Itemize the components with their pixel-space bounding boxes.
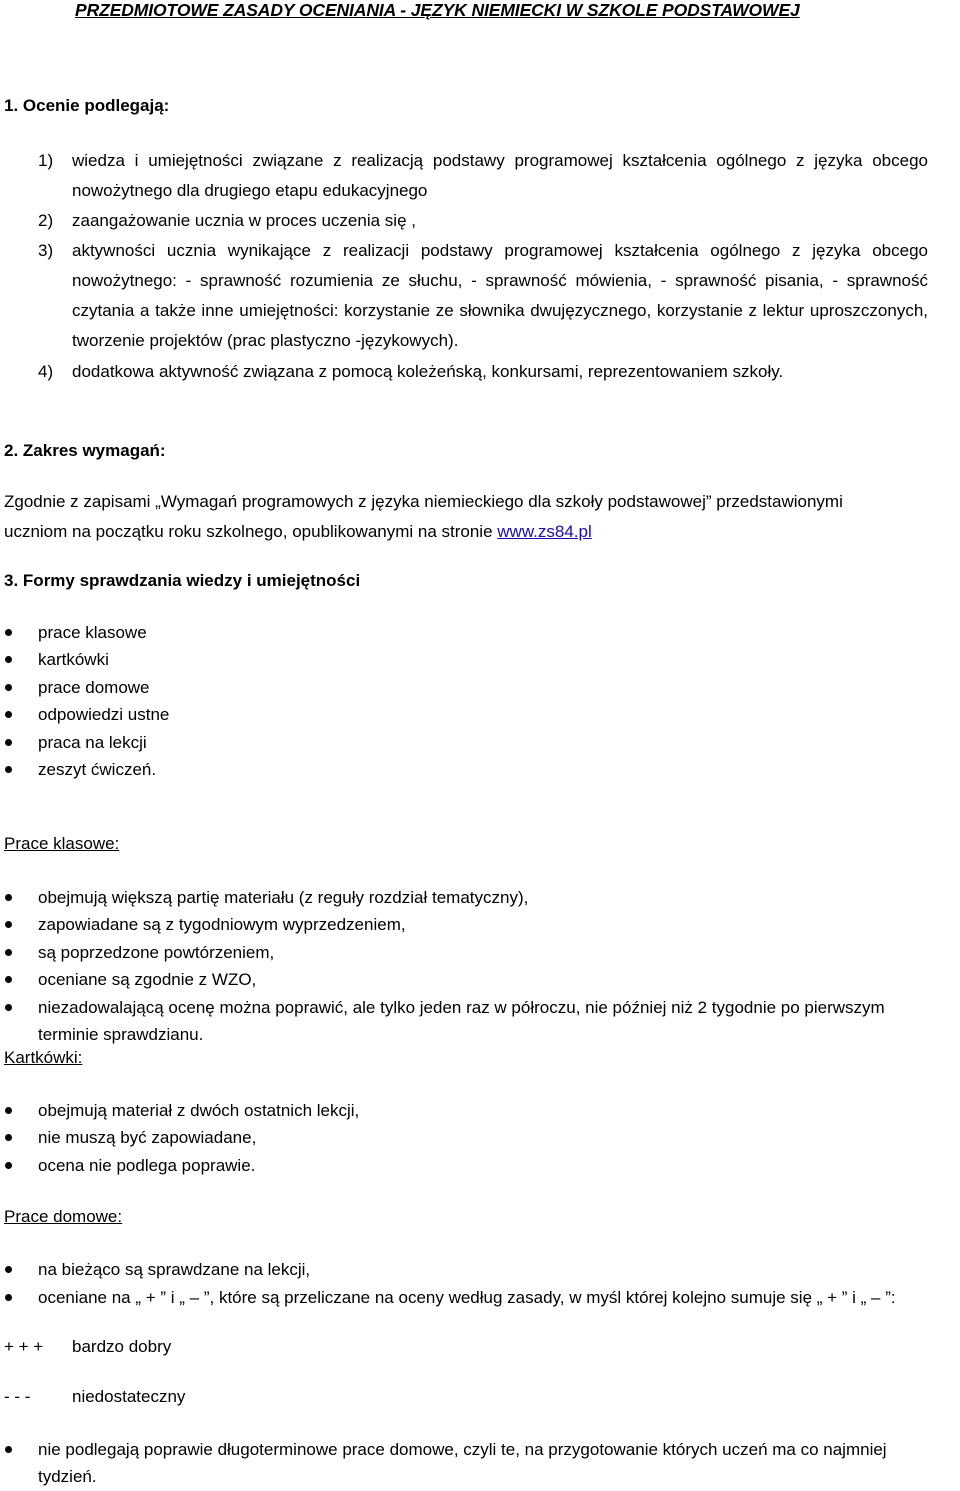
website-link[interactable]: www.zs84.pl [497, 522, 592, 541]
list-item: prace klasowe [38, 619, 147, 646]
document-title: PRZEDMIOTOWE ZASADY OCENIANIA - JĘZYK NIEMIECKI W SZKOLE PODSTAWOWEJ [75, 0, 800, 20]
section-label: Zakres wymagań: [22, 441, 166, 460]
prace-domowe-heading: Prace domowe: [4, 1207, 123, 1226]
list-item: zapowiadane są z tygodniowym wyprzedzeniem, [38, 911, 938, 938]
list-item [38, 206, 928, 236]
list-item: zeszyt ćwiczeń. [38, 756, 156, 783]
list-item: kartkówki [38, 646, 109, 673]
scale-symbol: + + + [4, 1337, 44, 1356]
list-item: oceniane na „ + ” i „ – ”, które są przeliczane na oceny według zasady, w myśl której kolejno sumuje się „ + ” i „ – ”: [38, 1284, 938, 1311]
item-number: 2) [38, 211, 54, 230]
section-1-heading: 1. Ocenie podlegają: [4, 96, 170, 115]
list-item: odpowiedzi ustne [38, 701, 169, 728]
list-item: prace domowe [38, 674, 150, 701]
item-number: 3) [38, 241, 54, 260]
paragraph-text: Zgodnie z zapisami „Wymagań programowych z języka niemieckiego dla szkoły podstawowej” przedstawionymi uczniom na początku roku szkolnego, opublikowanymi na stronie [4, 492, 843, 541]
item-number: 1) [38, 151, 54, 170]
list-item [38, 146, 928, 206]
item-text: zaangażowanie ucznia w proces uczenia się , [72, 211, 416, 230]
section-3-heading [4, 571, 360, 591]
list-item: oceniane są zgodnie z WZO, [38, 966, 938, 993]
scale-grade: bardzo dobry [72, 1337, 172, 1356]
scale-grade: niedostateczny [72, 1387, 186, 1406]
kartkowki-heading: Kartkówki: [4, 1048, 83, 1067]
list-item: nie podlegają poprawie długoterminowe prace domowe, czyli te, na przygotowanie których uczeń ma co najmniej tydzień. [38, 1436, 938, 1490]
section-number: 3. [4, 571, 19, 590]
list-item: obejmują materiał z dwóch ostatnich lekcji, [38, 1097, 359, 1124]
section-2-paragraph [4, 487, 854, 547]
prace-klasowe-heading: Prace klasowe: [4, 834, 120, 853]
item-text: dodatkowa aktywność związana z pomocą koleżeńską, konkursami, reprezentowaniem szkoły. [72, 362, 784, 381]
item-text: wiedza i umiejętności związane z realizacją podstawy programowej kształcenia ogólnego z języka obcego nowożytnego dla drugiego etapu edukacyjnego [72, 151, 928, 200]
section-label: Formy sprawdzania wiedzy i umiejętności [22, 571, 361, 590]
list-item: praca na lekcji [38, 729, 147, 756]
list-item: niezadowalającą ocenę można poprawić, ale tylko jeden raz w półroczu, nie później niż 2 tygodnie po pierwszym terminie sprawdzianu. [38, 994, 938, 1048]
list-item: na bieżąco są sprawdzane na lekcji, [38, 1256, 938, 1283]
scale-symbol: - - - [4, 1387, 31, 1406]
item-number: 4) [38, 362, 54, 381]
list-item [38, 357, 928, 387]
item-text: aktywności ucznia wynikające z realizacji podstawy programowej kształcenia ogólnego z języka obcego nowożytnego: - sprawność rozumienia ze słuchu, - sprawność mówienia, - sprawność pisania, - sprawność czytania a także inne umiejętności: korzystanie ze słownika dwujęzycznego, korzystanie z lektur uproszczonych, tworzenie projektów (prac plastyczno -językowych). [72, 241, 928, 350]
section-number: 2. [4, 441, 19, 460]
section-2-heading [4, 441, 166, 461]
list-item: nie muszą być zapowiadane, [38, 1124, 256, 1151]
list-item [38, 236, 928, 356]
list-item: są poprzedzone powtórzeniem, [38, 939, 938, 966]
list-item: ocena nie podlega poprawie. [38, 1152, 255, 1179]
list-item: obejmują większą partię materiału (z reguły rozdział tematyczny), [38, 884, 938, 911]
